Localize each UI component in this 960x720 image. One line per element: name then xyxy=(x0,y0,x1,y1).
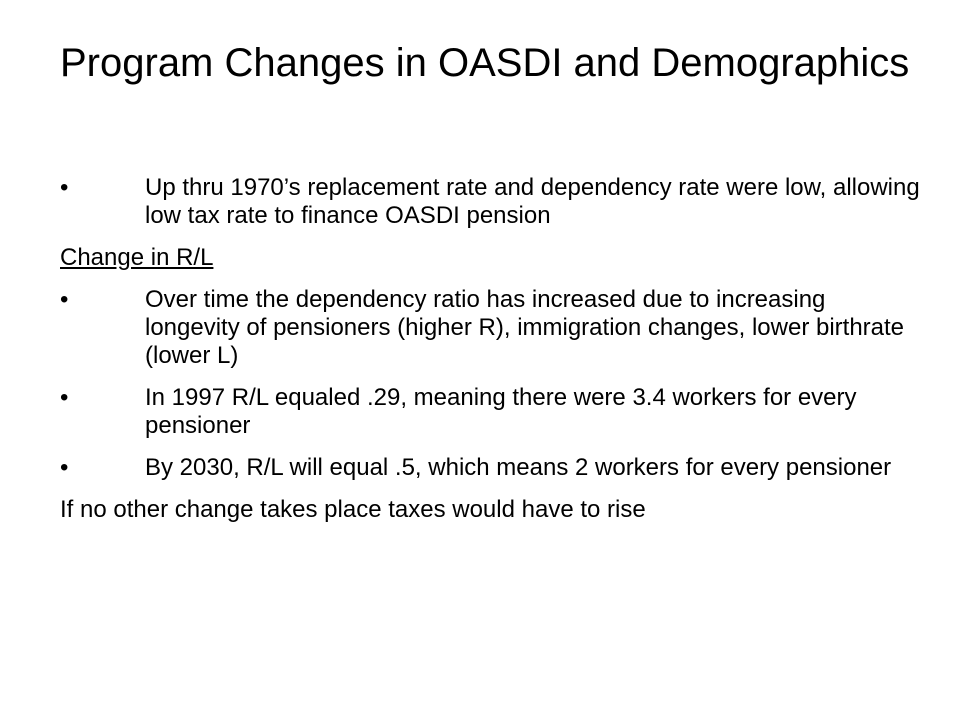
bullet-marker: • xyxy=(60,286,69,313)
slide-title: Program Changes in OASDI and Demographics xyxy=(60,41,910,85)
bullet-marker: • xyxy=(60,384,69,411)
bullet-marker: • xyxy=(60,454,69,481)
bullet-text: In 1997 R/L equaled .29, meaning there were 3.4 workers for every pensioner xyxy=(145,384,857,439)
conclusion-text: If no other change takes place taxes would have to rise xyxy=(60,496,646,523)
subheading-change-in-rl: Change in R/L xyxy=(60,244,214,271)
bullet-text: Over time the dependency ratio has increased due to increasing longevity of pensioners (higher R), immigration changes, lower birthrate (lower L) xyxy=(145,286,905,369)
bullet-text: By 2030, R/L will equal .5, which means 2 workers for every pensioner xyxy=(145,454,892,481)
bullet-item-1997 xyxy=(60,384,920,440)
bullet-text: Up thru 1970’s replacement rate and dependency rate were low, allowing low tax rate to finance OASDI pension xyxy=(145,174,920,229)
bullet-marker: • xyxy=(60,174,69,201)
bullet-item-dependency-ratio xyxy=(60,286,920,370)
slide-body xyxy=(60,174,920,538)
bullet-item-2030 xyxy=(60,454,920,482)
bullet-item-replacement-rate xyxy=(60,174,920,230)
